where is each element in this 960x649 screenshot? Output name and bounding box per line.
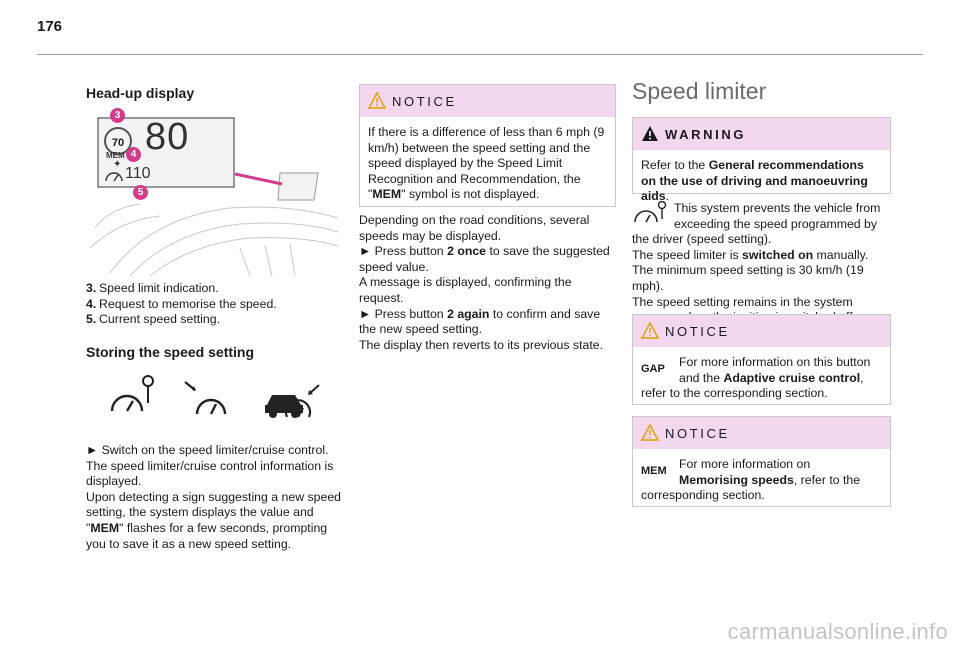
middle-text: Depending on the road conditions, several speeds may be displayed. ► Press button 2 once to save the suggested speed value. A message is displayed, confirming the request. ► Press button 2 again to confirm and save the new speed setting. The display then reverts to its previous state. xyxy=(359,213,610,352)
notice-title: NOTICE xyxy=(665,426,730,441)
warning-box xyxy=(632,117,891,204)
header-divider xyxy=(37,54,923,55)
hud-mem: MEM xyxy=(106,151,125,160)
warning-triangle-icon xyxy=(368,92,386,109)
notice-box-mem xyxy=(359,84,616,207)
hud-set-speed: 110 xyxy=(125,165,151,182)
callout-3: 3 xyxy=(110,108,125,123)
adaptive-cruise-icon xyxy=(263,383,321,424)
section-heading-hud: Head-up display xyxy=(86,85,195,101)
legend-item: 4. Request to memorise the speed. xyxy=(86,296,277,311)
speedometer-icon xyxy=(104,169,124,188)
speed-limiter-text: This system prevents the vehicle from exceeding the speed programmed by the driver (speed setting). The speed limiter is switched on manually. The minimum speed setting is 30 km/h (19 mph). The speed setting remains in the system xyxy=(632,201,881,309)
notice-header xyxy=(633,315,890,347)
speed-limiter-icon xyxy=(108,375,158,422)
callout-5: 5 xyxy=(133,185,148,200)
hud-mem-plus: ✦ xyxy=(113,159,122,170)
warning-triangle-icon xyxy=(641,424,659,441)
notice-header xyxy=(360,85,615,117)
callout-4: 4 xyxy=(126,147,141,162)
notice-text: GAP For more information on this button and the Adaptive cruise control, refer to the corresponding section. xyxy=(641,355,871,401)
warning-filled-icon xyxy=(641,125,659,142)
legend-item: 5. Current speed setting. xyxy=(86,312,220,327)
speed-limit-recognition-icon xyxy=(183,380,233,423)
storing-paragraph: ► Switch on the speed limiter/cruise control. The speed limiter/cruise control information is displayed. Upon detecting a sign suggesting a new speed setting, the system displays the value and "MEM" flashes for a few seconds, prompting you to save it as a new speed setting. xyxy=(86,443,341,551)
notice-text: If there is a difference of less than 6 mph (9 km/h) between the speed setting and the speed displayed by the Speed Limit Recognition and Recommendation, the "MEM" symbol is not displayed. xyxy=(368,125,605,202)
page-number: 176 xyxy=(37,18,63,35)
legend-item: 3. Speed limit indication. xyxy=(86,281,219,295)
speed-limit-sign: 70 xyxy=(104,127,132,155)
warning-triangle-icon xyxy=(641,322,659,339)
notice-text: MEM For more information on Memorising speeds, refer to the corresponding section. xyxy=(641,457,861,503)
section-heading-storing: Storing the speed setting xyxy=(86,344,255,360)
warning-title: WARNING xyxy=(665,127,747,142)
hud-speed: 80 xyxy=(145,116,190,158)
hud-legend xyxy=(86,281,341,328)
section-title-speed-limiter: Speed limiter xyxy=(632,78,767,104)
warning-header xyxy=(633,118,890,150)
notice-title: NOTICE xyxy=(665,324,730,339)
notice-box-gap xyxy=(632,314,891,405)
notice-box-memorise xyxy=(632,416,891,507)
speed-limiter-small-icon xyxy=(632,201,670,225)
notice-title: NOTICE xyxy=(392,94,457,109)
gap-button-icon: GAP xyxy=(641,363,665,375)
warning-text: Refer to the General recommendations on the use of driving and manoeuvring aids. xyxy=(641,158,868,204)
footer-watermark: carmanualsonline.info xyxy=(727,619,948,644)
notice-header xyxy=(633,417,890,449)
left-column xyxy=(86,86,341,102)
mem-button-icon: MEM xyxy=(641,465,667,477)
